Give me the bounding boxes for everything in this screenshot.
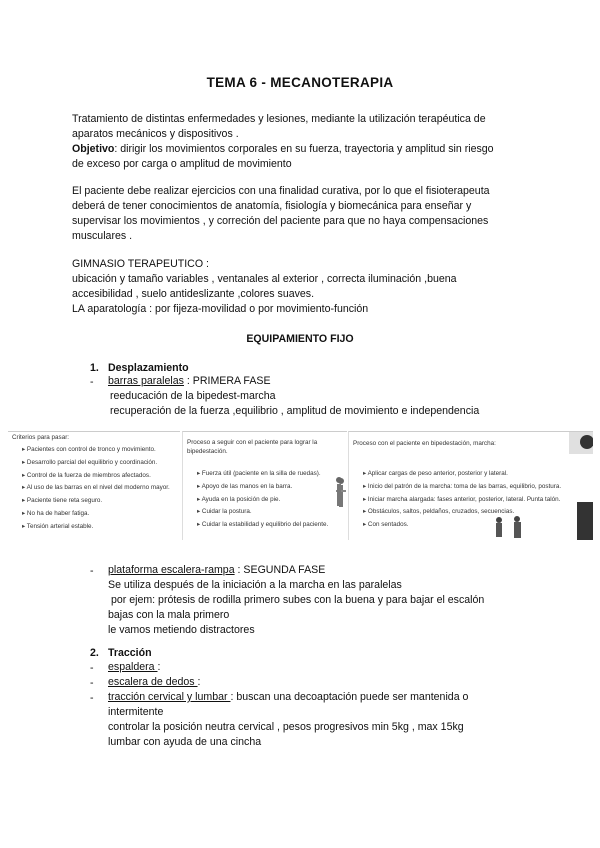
strip-panel bbox=[8, 431, 180, 540]
photo-edge-icon bbox=[563, 432, 593, 540]
item-label: plataforma escalera-rampa bbox=[108, 564, 235, 576]
strip-item: ▸ Obstáculos, saltos, peldaños, cruzados, secuencias. bbox=[363, 506, 561, 519]
item-line: Se utiliza después de la iniciación a la marcha en las paralelas bbox=[108, 579, 402, 591]
strip-col-title: Proceso a seguir con el paciente para lograr la bipedestación. bbox=[187, 439, 318, 455]
people-figure-icon bbox=[491, 514, 531, 540]
section-title: Desplazamiento bbox=[108, 362, 189, 374]
strip-item: ▸ Fuerza útil (paciente en la silla de ruedas). bbox=[197, 468, 328, 481]
paciente-line: musculares . bbox=[72, 230, 133, 242]
item-text: : PRIMERA FASE bbox=[186, 375, 271, 387]
item-label: barras paralelas bbox=[108, 375, 184, 387]
strip-item: ▸ Cuidar la estabilidad y equilibrio del paciente. bbox=[197, 519, 328, 532]
figure-strip bbox=[0, 425, 600, 545]
bullet-dash: - bbox=[90, 565, 94, 577]
item-text: : bbox=[197, 676, 201, 688]
gimnasio-line: ubicación y tamaño variables , ventanales al exterior , correcta iluminación ,buena bbox=[72, 273, 457, 285]
strip-list bbox=[197, 468, 328, 532]
strip-item: ▸ Apoyo de las manos en la barra. bbox=[197, 481, 328, 494]
gimnasio-line: GIMNASIO TERAPEUTICO : bbox=[72, 258, 209, 270]
item-label: tracción cervical y lumbar bbox=[108, 691, 231, 703]
strip-item: ▸ Cuidar la postura. bbox=[197, 506, 328, 519]
paciente-line: El paciente debe realizar ejercicios con una finalidad curativa, por lo que el fisioterapeuta bbox=[72, 185, 490, 197]
objetivo-label: Objetivo bbox=[72, 143, 115, 155]
gimnasio-line: LA aparatología : por fijeza-movilidad o por movimiento-función bbox=[72, 303, 369, 315]
strip-item: ▸ Inicio del patrón de la marcha: toma de las barras, equilibrio, postura. bbox=[363, 481, 561, 494]
strip-panel bbox=[182, 431, 347, 540]
strip-item: ▸ Pacientes con control de tronco y movimiento. bbox=[22, 444, 170, 457]
item-label: espaldera bbox=[108, 661, 158, 673]
strip-item: ▸ Tensión arterial estable. bbox=[22, 521, 170, 534]
intro-line: de exceso por carga o amplitud de movimiento bbox=[72, 158, 292, 170]
section-number: 2. bbox=[90, 647, 99, 659]
item-line: lumbar con ayuda de una cincha bbox=[108, 736, 262, 748]
paciente-line: supervisar los movimientos , y correción del paciente para que no haya compensaciones bbox=[72, 215, 489, 227]
strip-list bbox=[22, 444, 170, 534]
paciente-paragraph bbox=[72, 184, 542, 244]
strip-item: ▸ Iniciar marcha alargada: fases anterior, posterior, lateral. Punta talón. bbox=[363, 494, 561, 507]
intro-line: aparatos mecánicos y dispositivos . bbox=[72, 128, 239, 140]
section-heading: EQUIPAMIENTO FIJO bbox=[246, 333, 354, 345]
strip-item: ▸ No ha de haber fatiga. bbox=[22, 508, 170, 521]
item-label: escalera de dedos bbox=[108, 676, 198, 688]
item-line: por ejem: prótesis de rodilla primero subes con la buena y para bajar el escalón bbox=[108, 594, 485, 606]
list-item bbox=[108, 563, 325, 578]
item-text: : bbox=[157, 661, 161, 673]
objetivo-text: : dirigir los movimientos corporales en su fuerza, trayectoria y amplitud sin riesgo bbox=[114, 143, 494, 155]
strip-item: ▸ Control de la fuerza de miembros afectados. bbox=[22, 470, 170, 483]
gimnasio-line: accesibilidad , suelo antideslizante ,colores suaves. bbox=[72, 288, 315, 300]
bullet-dash: - bbox=[90, 692, 94, 704]
strip-item: ▸ Aplicar cargas de peso anterior, posterior y lateral. bbox=[363, 468, 561, 481]
strip-col-title: Criterios para pasar: bbox=[12, 434, 70, 441]
item-line: recuperación de la fuerza ,equilibrio , amplitud de movimiento e independencia bbox=[110, 405, 480, 417]
item-line: le vamos metiendo distractores bbox=[108, 624, 255, 636]
intro-paragraph bbox=[72, 112, 542, 172]
bullet-dash: - bbox=[90, 677, 94, 689]
item-line: reeducación de la bipedest-marcha bbox=[110, 390, 276, 402]
strip-item: ▸ Paciente tiene reta seguro. bbox=[22, 495, 170, 508]
intro-line: Tratamiento de distintas enfermedades y lesiones, mediante la utilización terapéutica de bbox=[72, 113, 486, 125]
list-item bbox=[108, 675, 200, 690]
item-line: controlar la posición neutra cervical , pesos progresivos min 5kg , max 15kg bbox=[108, 721, 464, 733]
section-title: Tracción bbox=[108, 647, 152, 659]
gimnasio-paragraph bbox=[72, 257, 542, 317]
strip-item: ▸ Desarrollo parcial del equilibrio y coordinación. bbox=[22, 457, 170, 470]
strip-item: ▸ Con sentados. bbox=[363, 519, 561, 532]
strip-list bbox=[363, 468, 561, 532]
figure-silhouette-icon bbox=[332, 475, 346, 515]
list-item bbox=[108, 374, 271, 389]
bullet-dash: - bbox=[90, 376, 94, 388]
page-title: TEMA 6 - MECANOTERAPIA bbox=[206, 75, 394, 90]
list-item bbox=[108, 690, 468, 705]
item-text: : SEGUNDA FASE bbox=[237, 564, 326, 576]
list-item bbox=[108, 660, 160, 675]
item-line: intermitente bbox=[108, 706, 164, 718]
item-text: : buscan una decoaptación puede ser mantenida o bbox=[230, 691, 469, 703]
objetivo-line bbox=[72, 142, 542, 157]
strip-item: ▸ Ayuda en la posición de pie. bbox=[197, 494, 328, 507]
item-line: bajas con la mala primero bbox=[108, 609, 230, 621]
paciente-line: deberá de tener conocimientos de anatomía, fisiología y biomecánica para enseñar y bbox=[72, 200, 472, 212]
strip-panel bbox=[348, 431, 593, 540]
section-number: 1. bbox=[90, 362, 99, 374]
strip-item: ▸ Al uso de las barras en el nivel del moderno mayor. bbox=[22, 482, 170, 495]
strip-col-title: Proceso con el paciente en bipedestación, marcha: bbox=[353, 440, 496, 447]
bullet-dash: - bbox=[90, 662, 94, 674]
